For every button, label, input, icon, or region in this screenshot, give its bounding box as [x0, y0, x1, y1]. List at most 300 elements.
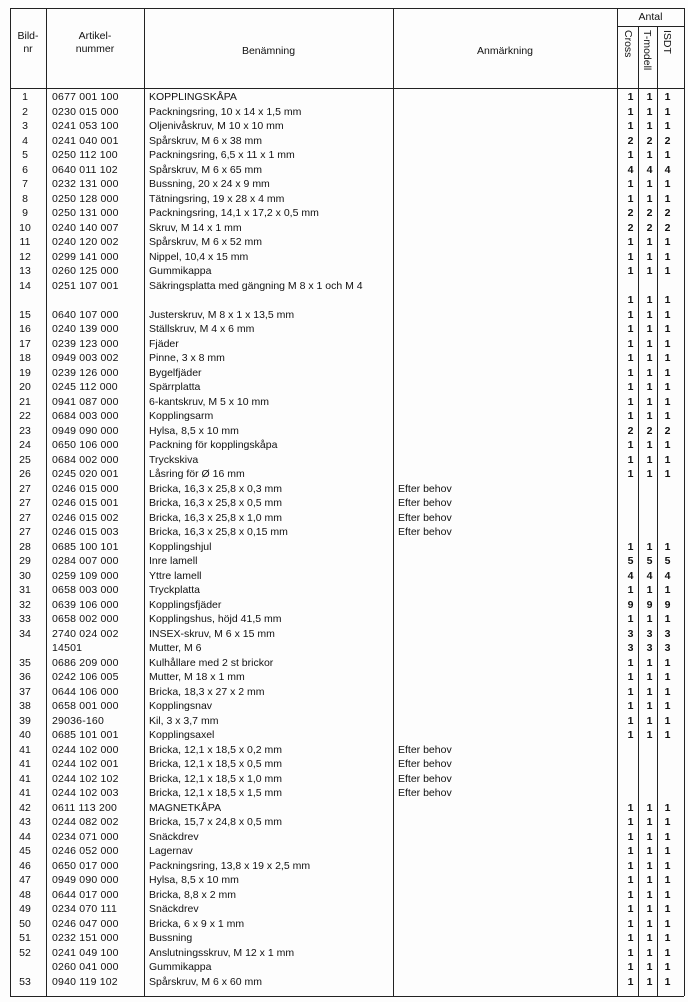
benamning-cell: Yttre lamell	[149, 569, 202, 582]
qty-t-modell-cell: 1	[646, 294, 653, 306]
benamning-cell: Bricka, 18,3 x 27 x 2 mm	[149, 685, 265, 698]
qty-cross-cell: 1	[627, 613, 634, 625]
qty-cross-cell: 1	[627, 714, 634, 727]
qty-isdt-cell: 2	[664, 221, 671, 234]
table-row	[0, 453, 688, 468]
qty-t-modell-cell: 1	[646, 468, 653, 480]
qty-cross-cell: 1	[627, 91, 634, 103]
bild-nr-cell: 13	[19, 265, 31, 277]
qty-t-modell-cell: 1	[646, 700, 653, 712]
artikelnummer-cell: 0245 112 000	[52, 381, 118, 393]
bild-nr-cell: 1	[22, 91, 28, 103]
table-row	[0, 714, 688, 729]
bottom-border	[10, 996, 684, 997]
qty-isdt-cell: 1	[664, 961, 671, 973]
qty-cross-cell: 1	[627, 946, 634, 959]
table-row	[0, 496, 688, 511]
bild-nr-cell: 50	[19, 917, 31, 930]
table-row	[0, 351, 688, 366]
bild-nr-cell: 14	[19, 279, 31, 292]
table-row	[0, 859, 688, 874]
benamning-cell: Gummikappa	[149, 961, 212, 973]
artikelnummer-cell: 0685 100 101	[52, 540, 119, 553]
qty-isdt-cell: 1	[664, 105, 671, 118]
qty-cross-cell: 1	[627, 294, 634, 306]
artikelnummer-cell: 0232 151 000	[52, 932, 119, 944]
qty-isdt-cell: 1	[664, 453, 671, 466]
table-row	[0, 743, 688, 758]
table-row	[0, 975, 688, 990]
benamning-cell: Kopplingsnav	[149, 700, 213, 712]
qty-t-modell-cell: 5	[646, 555, 653, 567]
qty-isdt-cell: 1	[664, 830, 671, 843]
header-t-modell: T-modell	[641, 30, 653, 71]
artikelnummer-cell: 0241 040 001	[52, 134, 119, 147]
bild-nr-cell: 43	[19, 816, 31, 828]
qty-isdt-cell: 1	[664, 656, 671, 669]
benamning-cell: Bussning	[149, 932, 193, 944]
table-row	[0, 960, 688, 975]
benamning-cell: Gummikappa	[149, 265, 212, 277]
benamning-cell: Kopplingsaxel	[149, 729, 215, 741]
qty-t-modell-cell: 1	[646, 932, 653, 944]
bild-nr-cell: 23	[19, 424, 31, 437]
artikelnummer-cell: 0677 001 100	[52, 91, 119, 103]
bild-nr-cell: 28	[19, 540, 31, 553]
table-row	[0, 844, 688, 859]
benamning-cell: Spårskruv, M 6 x 52 mm	[149, 236, 262, 248]
table-row	[0, 177, 688, 192]
qty-t-modell-cell: 1	[646, 975, 653, 988]
artikelnummer-cell: 0949 090 000	[52, 874, 119, 886]
table-row	[0, 670, 688, 685]
artikelnummer-cell: 0245 020 001	[52, 468, 119, 480]
qty-isdt-cell: 1	[664, 149, 671, 161]
qty-cross-cell: 1	[627, 337, 634, 350]
benamning-cell: Bricka, 16,3 x 25,8 x 0,5 mm	[149, 497, 283, 509]
bild-nr-cell: 7	[22, 178, 28, 190]
qty-cross-cell: 2	[627, 424, 634, 437]
qty-cross-cell: 4	[627, 163, 634, 176]
artikelnummer-cell: 0299 141 000	[52, 250, 119, 263]
table-row	[0, 641, 688, 656]
bild-nr-cell: 30	[19, 569, 31, 582]
table-row	[0, 482, 688, 497]
bild-nr-cell: 25	[19, 453, 31, 466]
bild-nr-cell: 41	[19, 743, 31, 756]
qty-cross-cell: 1	[627, 671, 634, 683]
qty-t-modell-cell: 1	[646, 120, 653, 132]
qty-t-modell-cell: 1	[646, 816, 653, 828]
artikelnummer-cell: 0232 131 000	[52, 178, 119, 190]
bild-nr-cell: 18	[19, 352, 31, 364]
qty-cross-cell: 1	[627, 584, 634, 596]
qty-cross-cell: 1	[627, 381, 634, 393]
table-row	[0, 192, 688, 207]
benamning-cell: Kil, 3 x 3,7 mm	[149, 714, 219, 727]
artikelnummer-cell: 0949 003 002	[52, 352, 119, 364]
qty-t-modell-cell: 3	[646, 627, 653, 640]
artikelnummer-cell: 0239 123 000	[52, 337, 119, 350]
table-row	[0, 235, 688, 250]
table-row	[0, 264, 688, 279]
qty-isdt-cell: 1	[664, 91, 671, 103]
bild-nr-cell: 9	[22, 207, 28, 219]
anmarkning-cell: Efter behov	[398, 772, 452, 785]
benamning-cell: Packningsring, 14,1 x 17,2 x 0,5 mm	[149, 207, 319, 219]
qty-t-modell-cell: 1	[646, 366, 653, 379]
qty-t-modell-cell: 1	[646, 859, 653, 872]
qty-cross-cell: 3	[627, 642, 634, 654]
anmarkning-cell: Efter behov	[398, 758, 452, 770]
benamning-cell: Pinne, 3 x 8 mm	[149, 352, 225, 364]
benamning-cell: INSEX-skruv, M 6 x 15 mm	[149, 627, 275, 640]
artikelnummer-cell: 0260 041 000	[52, 961, 119, 973]
table-row	[0, 337, 688, 352]
qty-t-modell-cell: 1	[646, 149, 653, 161]
table-row	[0, 830, 688, 845]
qty-isdt-cell: 1	[664, 932, 671, 944]
qty-isdt-cell: 1	[664, 874, 671, 886]
qty-cross-cell: 1	[627, 975, 634, 988]
qty-t-modell-cell: 1	[646, 540, 653, 553]
qty-cross-cell: 1	[627, 192, 634, 205]
table-row	[0, 105, 688, 120]
bild-nr-cell: 31	[19, 584, 31, 596]
table-row	[0, 380, 688, 395]
qty-cross-cell: 1	[627, 439, 634, 451]
qty-cross-cell: 1	[627, 265, 634, 277]
qty-t-modell-cell: 3	[646, 642, 653, 654]
qty-isdt-cell: 1	[664, 192, 671, 205]
bild-nr-cell: 41	[19, 772, 31, 785]
benamning-cell: MAGNETKÅPA	[149, 801, 222, 814]
qty-cross-cell: 1	[627, 961, 634, 973]
artikelnummer-cell: 0239 126 000	[52, 366, 119, 379]
qty-t-modell-cell: 1	[646, 381, 653, 393]
qty-isdt-cell: 1	[664, 540, 671, 553]
artikelnummer-cell: 0640 011 102	[52, 163, 118, 176]
benamning-cell: Hylsa, 8,5 x 10 mm	[149, 874, 239, 886]
qty-isdt-cell: 1	[664, 178, 671, 190]
artikelnummer-cell: 0644 017 000	[52, 888, 119, 901]
table-row	[0, 322, 688, 337]
header-bild-nr: Bild- nr	[17, 30, 39, 55]
qty-cross-cell: 1	[627, 352, 634, 364]
qty-t-modell-cell: 1	[646, 192, 653, 205]
table-row	[0, 395, 688, 410]
benamning-cell: Skruv, M 14 x 1 mm	[149, 221, 242, 234]
benamning-cell: Spårskruv, M 6 x 38 mm	[149, 134, 262, 147]
table-row	[0, 163, 688, 178]
bild-nr-cell: 16	[19, 323, 31, 335]
artikelnummer-cell: 0246 047 000	[52, 917, 119, 930]
benamning-cell: Ställskruv, M 4 x 6 mm	[149, 323, 255, 335]
bild-nr-cell: 22	[19, 410, 31, 422]
anmarkning-cell: Efter behov	[398, 743, 452, 756]
header-bottom-border	[10, 88, 684, 89]
qty-isdt-cell: 1	[664, 946, 671, 959]
bild-nr-cell: 12	[19, 250, 31, 263]
artikelnummer-cell: 0244 102 000	[52, 743, 119, 756]
bild-nr-cell: 27	[19, 497, 31, 509]
table-row	[0, 656, 688, 671]
benamning-cell: KOPPLINGSKÅPA	[149, 91, 237, 103]
bild-nr-cell: 32	[19, 598, 31, 611]
anmarkning-cell: Efter behov	[398, 526, 452, 538]
table-row	[0, 366, 688, 381]
bild-nr-cell: 20	[19, 381, 31, 393]
qty-cross-cell: 1	[627, 932, 634, 944]
qty-t-modell-cell: 4	[646, 163, 653, 176]
benamning-cell: Kopplingshjul	[149, 540, 212, 553]
benamning-cell: Packningsring, 6,5 x 11 x 1 mm	[149, 149, 295, 161]
qty-isdt-cell: 1	[664, 801, 671, 814]
bild-nr-cell: 21	[19, 395, 31, 408]
qty-t-modell-cell: 1	[646, 323, 653, 335]
qty-isdt-cell: 2	[664, 134, 671, 147]
table-row	[0, 525, 688, 540]
qty-isdt-cell: 1	[664, 888, 671, 901]
table-row	[0, 757, 688, 772]
qty-cross-cell: 5	[627, 555, 634, 567]
qty-isdt-cell: 2	[664, 424, 671, 437]
table-row	[0, 119, 688, 134]
qty-t-modell-cell: 1	[646, 671, 653, 683]
benamning-cell: Kopplingsfjäder	[149, 598, 222, 611]
artikelnummer-cell: 0650 106 000	[52, 439, 119, 451]
artikelnummer-cell: 0246 015 001	[52, 497, 119, 509]
qty-t-modell-cell: 1	[646, 410, 653, 422]
qty-cross-cell: 9	[627, 598, 634, 611]
qty-isdt-cell: 1	[664, 671, 671, 683]
qty-cross-cell: 1	[627, 729, 634, 741]
qty-cross-cell: 1	[627, 468, 634, 480]
benamning-cell: Spårskruv, M 6 x 60 mm	[149, 975, 262, 988]
artikelnummer-cell: 0244 102 102	[52, 772, 119, 785]
qty-isdt-cell: 3	[664, 642, 671, 654]
bild-nr-cell: 52	[19, 946, 31, 959]
table-row	[0, 511, 688, 526]
bild-nr-cell: 41	[19, 758, 31, 770]
bild-nr-cell: 39	[19, 714, 31, 727]
table-row	[0, 467, 688, 482]
qty-t-modell-cell: 1	[646, 250, 653, 263]
qty-isdt-cell: 1	[664, 917, 671, 930]
benamning-cell: Inre lamell	[149, 555, 198, 567]
table-row	[0, 540, 688, 555]
qty-t-modell-cell: 2	[646, 221, 653, 234]
table-row	[0, 685, 688, 700]
qty-isdt-cell: 1	[664, 468, 671, 480]
bild-nr-cell: 46	[19, 859, 31, 872]
artikelnummer-cell: 0250 128 000	[52, 192, 119, 205]
bild-nr-cell: 4	[22, 134, 28, 147]
qty-t-modell-cell: 9	[646, 598, 653, 611]
qty-cross-cell: 1	[627, 323, 634, 335]
benamning-cell: Bricka, 16,3 x 25,8 x 0,3 mm	[149, 482, 283, 495]
anmarkning-cell: Efter behov	[398, 482, 452, 495]
benamning-cell: Snäckdrev	[149, 903, 199, 915]
table-row	[0, 598, 688, 613]
top-border	[617, 8, 684, 9]
qty-t-modell-cell: 1	[646, 105, 653, 118]
benamning-cell: Mutter, M 18 x 1 mm	[149, 671, 245, 683]
table-row	[0, 583, 688, 598]
qty-t-modell-cell: 2	[646, 134, 653, 147]
qty-isdt-cell: 1	[664, 584, 671, 596]
artikelnummer-cell: 0241 053 100	[52, 120, 119, 132]
qty-cross-cell: 1	[627, 656, 634, 669]
qty-cross-cell: 1	[627, 874, 634, 886]
benamning-cell: Tryckplatta	[149, 584, 200, 596]
qty-t-modell-cell: 1	[646, 714, 653, 727]
artikelnummer-cell: 0246 015 002	[52, 511, 119, 524]
qty-t-modell-cell: 1	[646, 439, 653, 451]
benamning-cell: Bricka, 12,1 x 18,5 x 1,0 mm	[149, 772, 283, 785]
benamning-cell: Bricka, 16,3 x 25,8 x 0,15 mm	[149, 526, 288, 538]
bild-nr-cell: 27	[19, 511, 31, 524]
benamning-cell: Mutter, M 6	[149, 642, 202, 654]
qty-isdt-cell: 9	[664, 598, 671, 611]
benamning-cell: Bygelfjäder	[149, 366, 202, 379]
table-row	[0, 627, 688, 642]
table-row	[0, 90, 688, 105]
benamning-cell: Kulhållare med 2 st brickor	[149, 656, 274, 669]
qty-isdt-cell: 1	[664, 685, 671, 698]
artikelnummer-cell: 0246 052 000	[52, 845, 119, 857]
qty-t-modell-cell: 1	[646, 584, 653, 596]
bild-nr-cell: 10	[19, 221, 31, 234]
table-row	[0, 279, 688, 308]
table-row	[0, 946, 688, 961]
benamning-cell: Snäckdrev	[149, 830, 199, 843]
artikelnummer-cell: 0686 209 000	[52, 656, 119, 669]
bild-nr-cell: 44	[19, 830, 31, 843]
header-benamning: Benämning	[241, 45, 296, 57]
table-row	[0, 786, 688, 801]
benamning-cell: Bricka, 12,1 x 18,5 x 0,2 mm	[149, 743, 283, 756]
table-row	[0, 148, 688, 163]
bild-nr-cell: 3	[22, 120, 28, 132]
bild-nr-cell: 40	[19, 729, 31, 741]
table-row	[0, 728, 688, 743]
benamning-cell: Packningsring, 10 x 14 x 1,5 mm	[149, 105, 302, 118]
artikelnummer-cell: 0234 071 000	[52, 830, 119, 843]
bild-nr-cell: 42	[19, 801, 31, 814]
artikelnummer-cell: 0940 119 102	[52, 975, 118, 988]
bild-nr-cell: 26	[19, 468, 31, 480]
qty-isdt-cell: 1	[664, 975, 671, 988]
qty-t-modell-cell: 1	[646, 888, 653, 901]
benamning-cell: Bricka, 16,3 x 25,8 x 1,0 mm	[149, 511, 283, 524]
qty-t-modell-cell: 1	[646, 613, 653, 625]
qty-t-modell-cell: 1	[646, 91, 653, 103]
qty-cross-cell: 1	[627, 859, 634, 872]
benamning-cell: Packning för kopplingskåpa	[149, 439, 278, 451]
qty-cross-cell: 1	[627, 801, 634, 814]
qty-cross-cell: 1	[627, 903, 634, 915]
qty-t-modell-cell: 4	[646, 569, 653, 582]
artikelnummer-cell: 0240 140 007	[52, 221, 119, 234]
qty-t-modell-cell: 1	[646, 337, 653, 350]
artikelnummer-cell: 0685 101 001	[52, 729, 119, 741]
benamning-cell: Bricka, 6 x 9 x 1 mm	[149, 917, 245, 930]
benamning-cell: Hylsa, 8,5 x 10 mm	[149, 424, 239, 437]
table-row	[0, 409, 688, 424]
qty-cross-cell: 1	[627, 308, 634, 321]
table-row	[0, 134, 688, 149]
qty-cross-cell: 3	[627, 627, 634, 640]
bild-nr-cell: 49	[19, 903, 31, 915]
artikelnummer-cell: 0260 125 000	[52, 265, 119, 277]
artikelnummer-cell: 0234 070 111	[52, 903, 118, 915]
qty-cross-cell: 1	[627, 888, 634, 901]
benamning-cell: 6-kantskruv, M 5 x 10 mm	[149, 395, 270, 408]
header-cross: Cross	[622, 30, 634, 58]
artikelnummer-cell: 0250 112 100	[52, 149, 118, 161]
artikelnummer-cell: 0251 107 001	[52, 279, 119, 292]
artikelnummer-cell: 14501	[52, 642, 83, 654]
artikelnummer-cell: 0611 113 200	[52, 801, 118, 814]
artikelnummer-cell: 0650 017 000	[52, 859, 119, 872]
artikelnummer-cell: 0640 107 000	[52, 308, 119, 321]
artikelnummer-cell: 0941 087 000	[52, 395, 119, 408]
qty-cross-cell: 1	[627, 366, 634, 379]
qty-cross-cell: 1	[627, 105, 634, 118]
qty-t-modell-cell: 1	[646, 874, 653, 886]
antal-separator	[617, 26, 684, 27]
qty-t-modell-cell: 1	[646, 903, 653, 915]
bild-nr-cell: 15	[19, 308, 31, 321]
qty-isdt-cell: 1	[664, 120, 671, 132]
benamning-cell: Bricka, 12,1 x 18,5 x 0,5 mm	[149, 758, 283, 770]
qty-cross-cell: 2	[627, 221, 634, 234]
artikelnummer-cell: 0644 106 000	[52, 685, 119, 698]
artikelnummer-cell: 0284 007 000	[52, 555, 119, 567]
artikelnummer-cell: 0244 102 003	[52, 787, 119, 799]
table-row	[0, 206, 688, 221]
artikelnummer-cell: 0244 082 002	[52, 816, 119, 828]
benamning-cell: Bussning, 20 x 24 x 9 mm	[149, 178, 270, 190]
benamning-cell: Nippel, 10,4 x 15 mm	[149, 250, 249, 263]
qty-t-modell-cell: 1	[646, 308, 653, 321]
benamning-cell: Packningsring, 13,8 x 19 x 2,5 mm	[149, 859, 311, 872]
qty-isdt-cell: 1	[664, 337, 671, 350]
artikelnummer-cell: 0246 015 003	[52, 526, 119, 538]
qty-isdt-cell: 4	[664, 163, 671, 176]
qty-t-modell-cell: 1	[646, 236, 653, 248]
qty-isdt-cell: 1	[664, 845, 671, 857]
qty-t-modell-cell: 1	[646, 395, 653, 408]
qty-isdt-cell: 2	[664, 207, 671, 219]
artikelnummer-cell: 0244 102 001	[52, 758, 119, 770]
qty-isdt-cell: 1	[664, 352, 671, 364]
artikelnummer-cell: 0240 120 002	[52, 236, 119, 248]
header-antal: Antal	[638, 11, 663, 23]
qty-cross-cell: 1	[627, 395, 634, 408]
benamning-cell: Tätningsring, 19 x 28 x 4 mm	[149, 192, 285, 205]
bild-nr-cell: 38	[19, 700, 31, 712]
qty-isdt-cell: 1	[664, 323, 671, 335]
bild-nr-cell: 48	[19, 888, 31, 901]
qty-t-modell-cell: 1	[646, 685, 653, 698]
anmarkning-cell: Efter behov	[398, 497, 452, 509]
benamning-cell: Tryckskiva	[149, 453, 199, 466]
artikelnummer-cell: 0684 003 000	[52, 410, 119, 422]
table-row	[0, 902, 688, 917]
qty-t-modell-cell: 1	[646, 729, 653, 741]
